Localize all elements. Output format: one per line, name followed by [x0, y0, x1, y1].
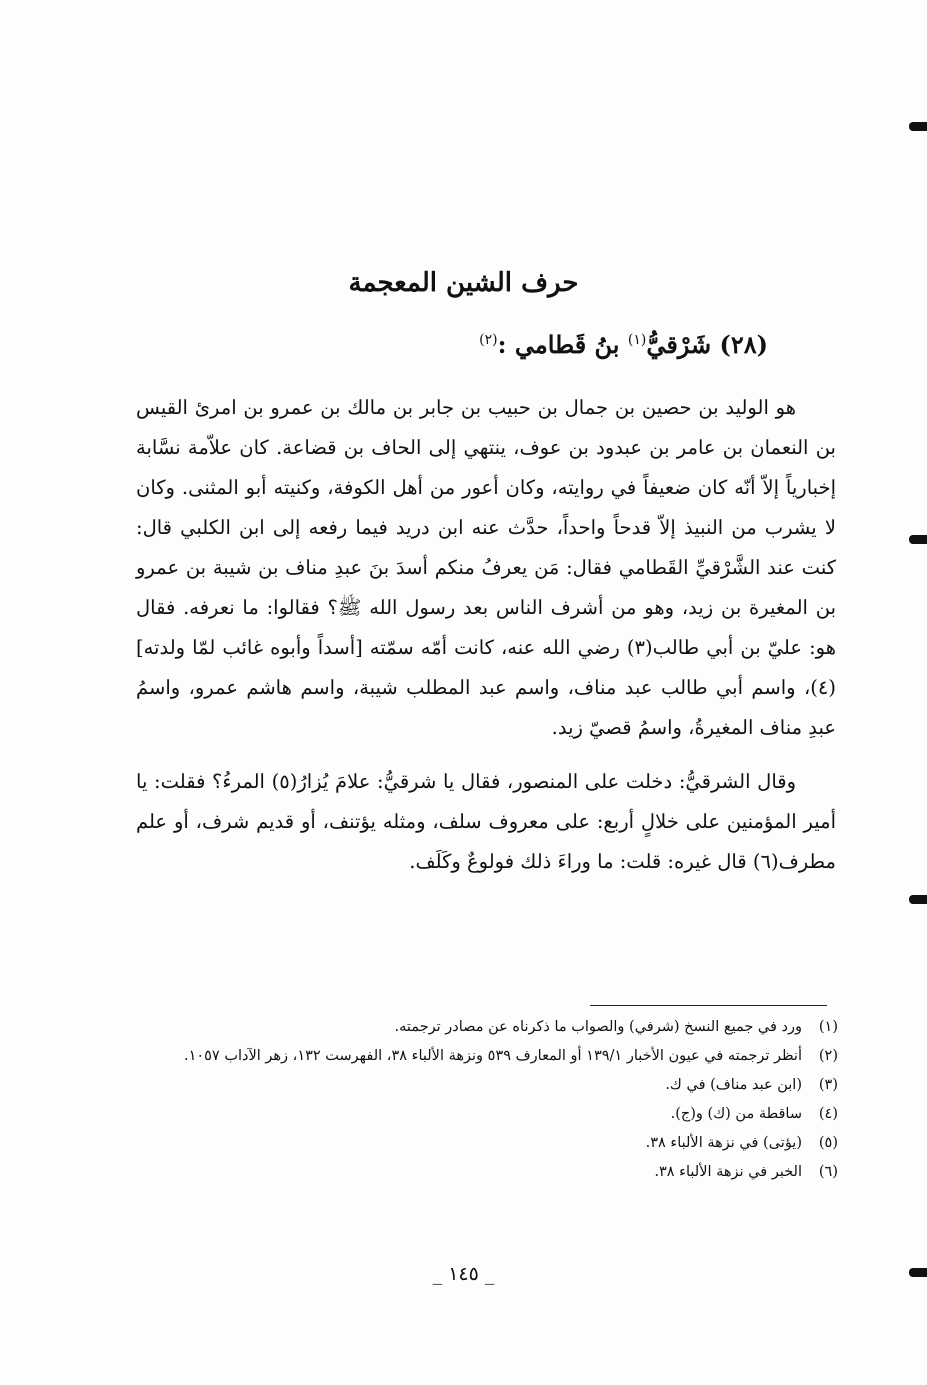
edge-mark	[909, 535, 927, 544]
edge-mark	[909, 122, 927, 131]
footnote	[140, 1042, 838, 1071]
edge-mark	[909, 895, 927, 904]
footnote-number: (٢)	[818, 1048, 838, 1064]
footnote-divider	[590, 1005, 827, 1006]
footnote	[140, 1158, 838, 1187]
footnote-ref: (٢)	[479, 332, 498, 348]
footnote-number: (٥)	[818, 1135, 838, 1151]
footnote-text: ساقطة من (ك) و(ج).	[670, 1106, 802, 1122]
entry-name-rest: بنُ قَطامي :	[497, 330, 620, 359]
footnote-text: أنظر ترجمته في عيون الأخبار ١٣٩/١ أو المعارف ٥٣٩ ونزهة الألباء ٣٨، الفهرست ١٣٢، زهر الآداب ١٠٥٧.	[183, 1048, 802, 1064]
footnote-number: (١)	[818, 1019, 838, 1035]
chapter-title: حرف الشين المعجمة	[348, 268, 579, 298]
footnote-text: الخبر في نزهة الألباء ٣٨.	[654, 1164, 802, 1180]
entry-number: (٢٨)	[719, 330, 768, 359]
footnote	[140, 1013, 838, 1042]
entry-heading	[300, 330, 768, 359]
footnote-number: (٤)	[818, 1106, 838, 1122]
footnote-number: (٣)	[818, 1077, 838, 1093]
footnote	[140, 1100, 838, 1129]
footnote-text: (يؤتى) في نزهة الألباء ٣٨.	[645, 1135, 802, 1151]
paragraph: هو الوليد بن حصين بن جمال بن حبيب بن جابر بن مالك بن عمرو بن امرئ القيس بن النعمان بن عامر بن عبدود بن عوف، ينتهي إلى الحاف بن قضاعة. كان علاّمة نسَّابة إخبارياً إلاّ أنّه كان ضعيفاً في روايته، وكان أعور من أهل الكوفة، وكنيته أبو المثنى. وكان لا يشرب من النبيذ إلاّ قدحاً واحداً، حدَّث عنه ابن دريد فيما رفعه إلى ابن الكلبي قال: كنت عند الشَّرْقيِّ القَطامي فقال: مَن يعرفُ منكم أسدَ بنَ عبدِ مناف بن شيبة بن عمرو بن المغيرة بن زيد، وهو من أشرف الناس بعد رسول الله ﷺ؟ فقالوا: ما نعرفه. فقال هو: عليّ بن أبي طالب(٣) رضي الله عنه، كانت أمّه سمّته [أسداً وأبوه غائب لمّا ولدته](٤)، واسم أبي طالب عبد مناف، واسم عبد المطلب شيبة، واسم هاشم عمرو، واسمُ عبدِ مناف المغيرةُ، واسمُ قصيّ زيد.	[136, 396, 836, 739]
footnotes	[140, 1013, 838, 1187]
footnote-text: (ابن عبد مناف) في ك.	[665, 1077, 802, 1093]
footnote	[140, 1071, 838, 1100]
footnote-text: ورد في جميع النسخ (شرفي) والصواب ما ذكرناه عن مصادر ترجمته.	[394, 1019, 802, 1035]
body-text	[136, 388, 836, 882]
footnote-number: (٦)	[818, 1164, 838, 1180]
page-number: _ ١٤٥ _	[432, 1263, 495, 1285]
paragraph: وقال الشرقيُّ: دخلت على المنصور، فقال يا شرقيُّ: علامَ يُزارُ(٥) المرءُ؟ فقلت: يا أمير المؤمنين على خلالٍ أربع: على معروف سلف، ومثله يؤتنف، أو قديم شرف، أو علم مطرف(٦) قال غيره: قلت: ما وراءَ ذلك فولوعٌ وكَلَف.	[136, 770, 836, 873]
entry-name: شَرْقيُّ	[646, 330, 712, 359]
footnote	[140, 1129, 838, 1158]
footnote-ref: (١)	[627, 332, 647, 348]
